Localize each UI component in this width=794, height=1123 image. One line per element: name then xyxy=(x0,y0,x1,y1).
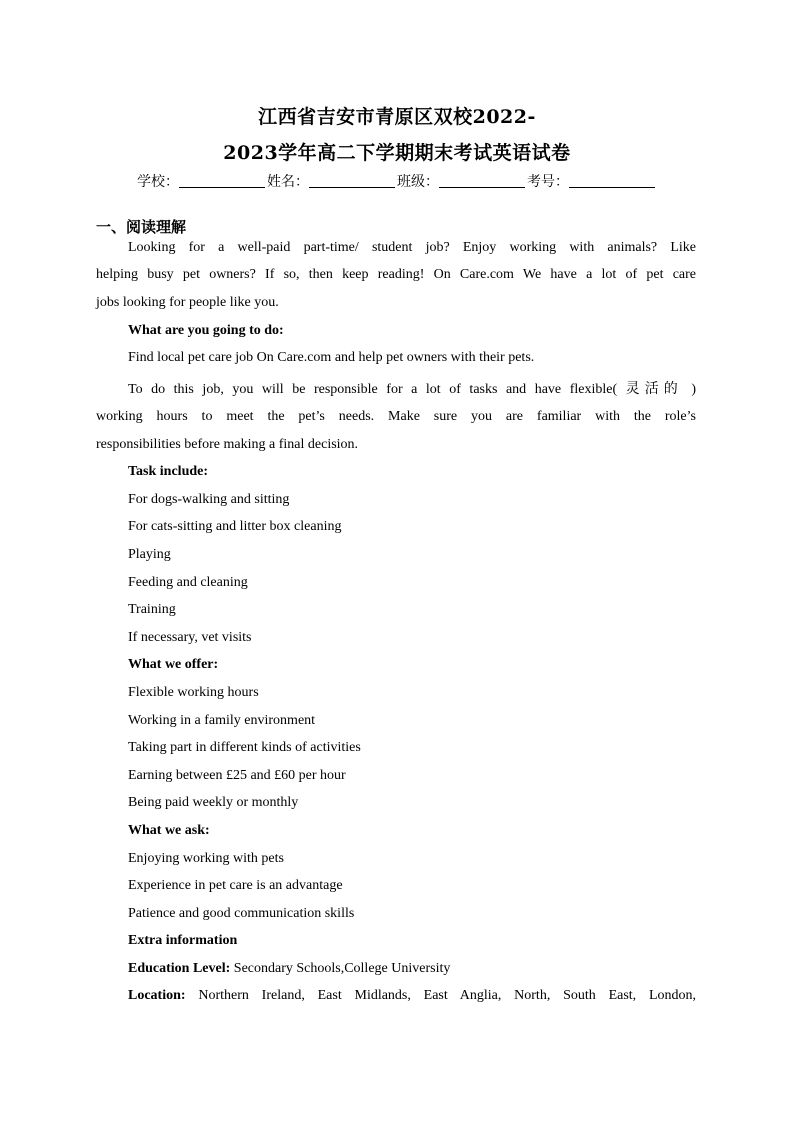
name-blank[interactable] xyxy=(309,173,395,188)
task-item: If necessary, vet visits xyxy=(128,630,252,645)
intro-line-2: helping busy pet owners? If so, then keep reading! On Care.com We have a lot of pet care xyxy=(96,267,696,282)
location-label: Location: xyxy=(128,988,186,1003)
offer-item: Flexible working hours xyxy=(128,685,259,700)
task-item: Feeding and cleaning xyxy=(128,575,248,590)
ask-item: Enjoying working with pets xyxy=(128,851,284,866)
task-item: For dogs-walking and sitting xyxy=(128,492,290,507)
location-line xyxy=(128,988,696,1004)
exam-title-line-2: 2023学年高二下学期期末考试英语试卷 xyxy=(223,142,571,164)
exam-title-line-1: 江西省吉安市青原区双校2022- xyxy=(258,106,536,128)
responsible-line-3: responsibilities before making a final decision. xyxy=(96,437,359,452)
name-label: 姓名： xyxy=(267,174,309,190)
what-do-text: Find local pet care job On Care.com and help pet owners with their pets. xyxy=(128,350,535,365)
student-info-row xyxy=(0,171,794,191)
ask-item: Patience and good communication skills xyxy=(128,906,355,921)
extra-info-heading: Extra information xyxy=(128,933,238,948)
class-blank[interactable] xyxy=(439,173,525,188)
education-level-line xyxy=(128,961,450,977)
responsible-text-b: ) xyxy=(691,382,697,397)
exam-number-blank[interactable] xyxy=(569,173,655,188)
task-item: For cats-sitting and litter box cleaning xyxy=(128,519,342,534)
responsible-line-1 xyxy=(128,378,696,398)
location-value: Northern Ireland, East Midlands, East Anglia, North, South East, London, xyxy=(198,988,697,1003)
offer-item: Being paid weekly or monthly xyxy=(128,795,299,810)
school-label: 学校： xyxy=(137,174,179,190)
intro-line-1: Looking for a well-paid part-time/ student job? Enjoy working with animals? Like xyxy=(128,240,696,255)
task-item: Playing xyxy=(128,547,171,562)
intro-line-3: jobs looking for people like you. xyxy=(96,295,279,310)
offer-item: Working in a family environment xyxy=(128,713,316,728)
exam-number-label: 考号： xyxy=(527,174,569,190)
ask-heading: What we ask: xyxy=(128,823,210,838)
class-label: 班级： xyxy=(397,174,439,190)
responsible-chinese-gloss: 灵活的 xyxy=(625,381,683,397)
task-item: Training xyxy=(128,602,176,617)
responsible-line-2: working hours to meet the pet’s needs. Make sure you are familiar with the role’s xyxy=(96,409,696,424)
education-level-value: Secondary Schools,College University xyxy=(233,961,451,976)
what-do-heading: What are you going to do: xyxy=(128,323,284,338)
offer-heading: What we offer: xyxy=(128,657,219,672)
section-heading-reading: 一、阅读理解 xyxy=(96,218,187,236)
school-blank[interactable] xyxy=(179,173,265,188)
education-level-label: Education Level: xyxy=(128,961,231,976)
ask-item: Experience in pet care is an advantage xyxy=(128,878,343,893)
offer-item: Taking part in different kinds of activities xyxy=(128,740,361,755)
offer-item: Earning between £25 and £60 per hour xyxy=(128,768,346,783)
responsible-text-a: To do this job, you will be responsible for a lot of tasks and have flexible( xyxy=(128,382,618,397)
tasks-heading: Task include: xyxy=(128,464,209,479)
